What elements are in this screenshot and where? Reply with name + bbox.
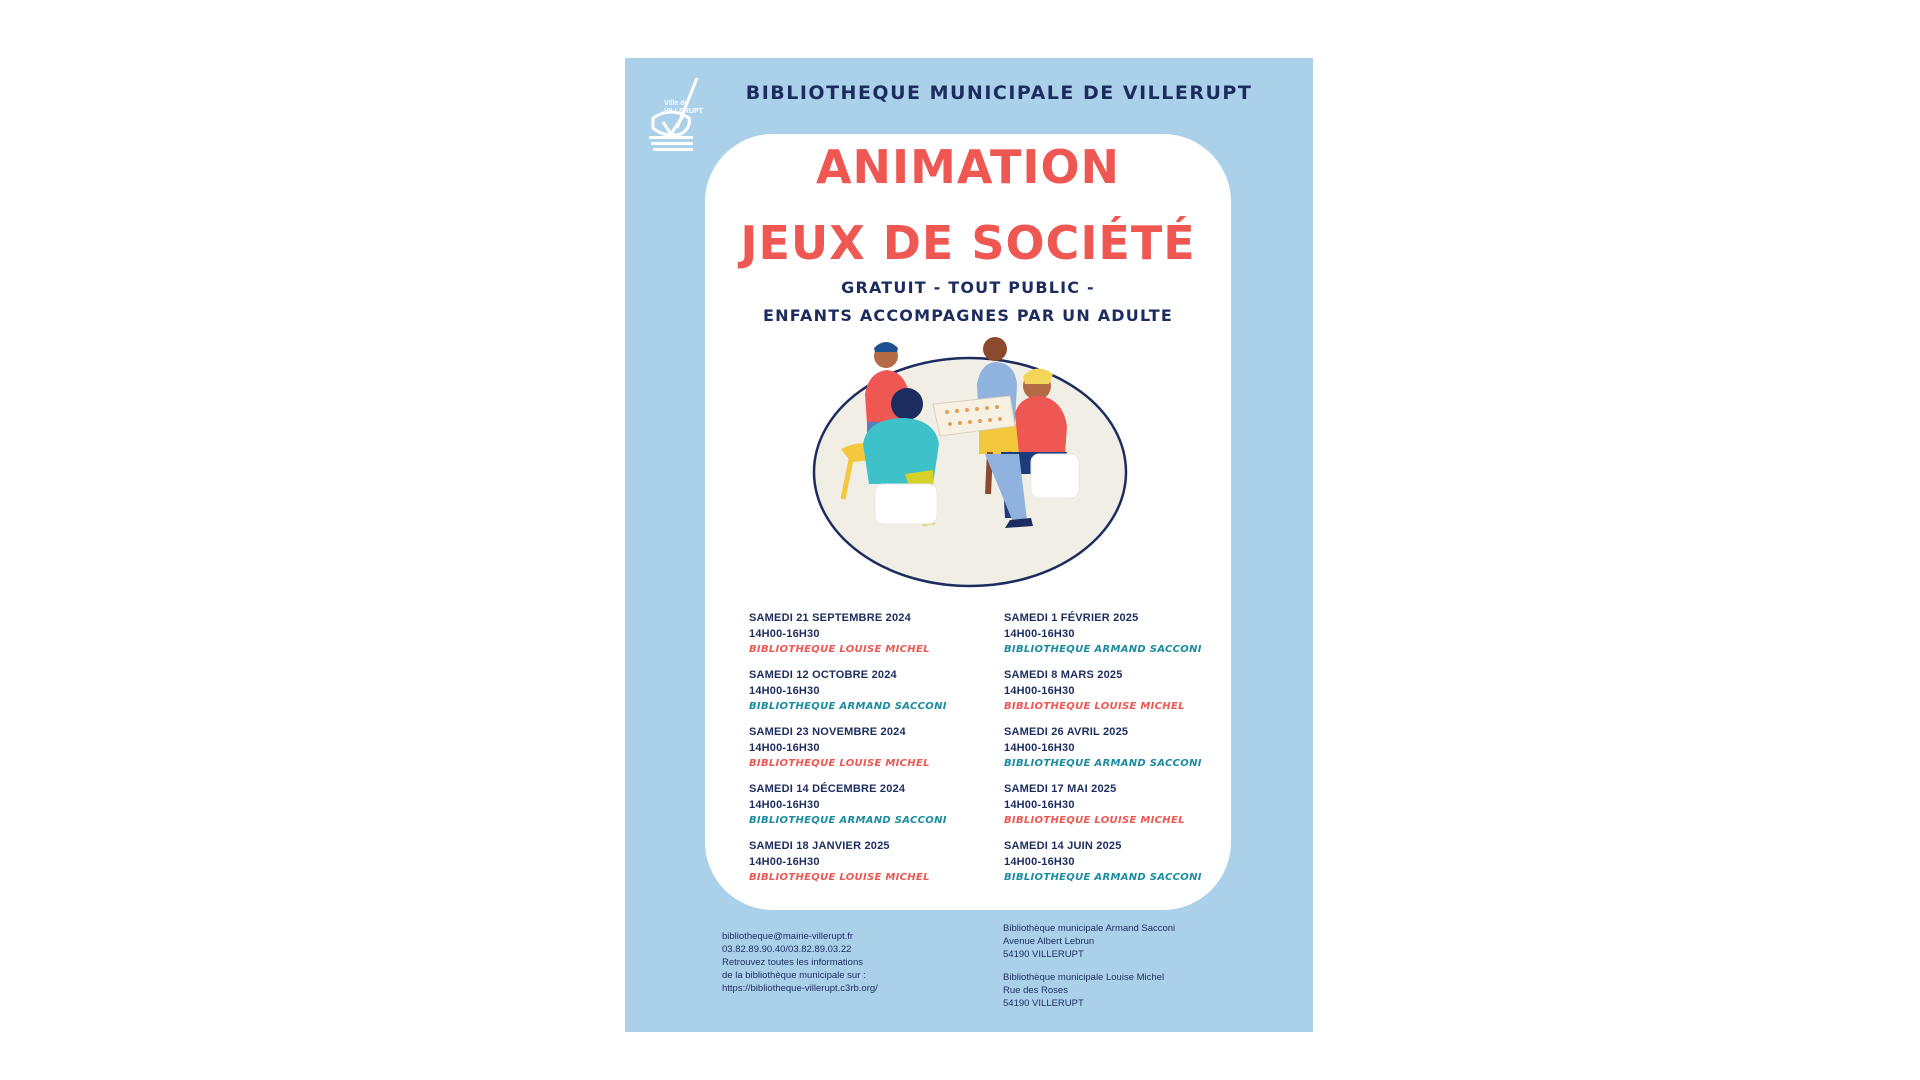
poster	[625, 58, 1313, 1032]
library2-city: 54190 VILLERUPT	[1003, 998, 1084, 1009]
contact-phones: 03.82.89.90.40/03.82.89.03.22	[722, 944, 852, 955]
session-place: BIBLIOTHEQUE ARMAND SACCONI	[749, 815, 947, 826]
sessions-column-left	[749, 610, 969, 895]
info-line1: Retrouvez toutes les informations	[722, 957, 863, 968]
session-place: BIBLIOTHEQUE LOUISE MICHEL	[1004, 815, 1185, 826]
title-animation: ANIMATION	[815, 140, 1121, 194]
seat-right	[1031, 454, 1079, 498]
content-card	[705, 134, 1231, 910]
session-place: BIBLIOTHEQUE LOUISE MICHEL	[749, 644, 930, 655]
session-time: 14H00-16H30	[749, 685, 820, 697]
subtitle-line1: GRATUIT - TOUT PUBLIC -	[841, 278, 1095, 297]
library2-name: Bibliothèque municipale Louise Michel	[1003, 972, 1165, 983]
session-date: SAMEDI 26 AVRIL 2025	[1004, 726, 1129, 738]
logo-text-line1: Ville de	[664, 100, 689, 107]
board-game-illustration	[805, 334, 1135, 594]
session-item	[749, 610, 969, 667]
logo-text-line2: VILLERUPT	[664, 108, 703, 115]
session-place: BIBLIOTHEQUE ARMAND SACCONI	[1004, 644, 1202, 655]
teal-person-head	[891, 388, 923, 420]
session-time: 14H00-16H30	[749, 628, 820, 640]
session-time: 14H00-16H30	[749, 742, 820, 754]
session-item	[1004, 667, 1224, 724]
footer-contact	[722, 930, 878, 995]
session-item	[1004, 781, 1224, 838]
session-date: SAMEDI 14 JUIN 2025	[1004, 840, 1122, 852]
session-date: SAMEDI 23 NOVEMBRE 2024	[749, 726, 906, 738]
footer-addresses	[1003, 922, 1175, 1010]
session-date: SAMEDI 18 JANVIER 2025	[749, 840, 890, 852]
session-date: SAMEDI 14 DÉCEMBRE 2024	[749, 783, 906, 795]
sessions-column-right	[1004, 610, 1224, 895]
session-date: SAMEDI 12 OCTOBRE 2024	[749, 669, 897, 681]
title-jeux-de-societe: JEUX DE SOCIÉTÉ	[740, 216, 1196, 270]
man-head	[983, 337, 1007, 361]
session-place: BIBLIOTHEQUE ARMAND SACCONI	[1004, 872, 1202, 883]
library1-street: Avenue Albert Lebrun	[1003, 936, 1095, 947]
session-date: SAMEDI 21 SEPTEMBRE 2024	[749, 612, 911, 624]
session-date: SAMEDI 1 FÉVRIER 2025	[1004, 612, 1139, 624]
session-time: 14H00-16H30	[749, 799, 820, 811]
session-place: BIBLIOTHEQUE LOUISE MICHEL	[749, 872, 930, 883]
session-time: 14H00-16H30	[1004, 856, 1075, 868]
session-place: BIBLIOTHEQUE LOUISE MICHEL	[1004, 701, 1185, 712]
session-item	[1004, 610, 1224, 667]
session-item	[749, 667, 969, 724]
session-item	[749, 838, 969, 895]
library1-name: Bibliothèque municipale Armand Sacconi	[1003, 923, 1176, 934]
session-date: SAMEDI 17 MAI 2025	[1004, 783, 1117, 795]
session-place: BIBLIOTHEQUE LOUISE MICHEL	[749, 758, 930, 769]
session-time: 14H00-16H30	[1004, 628, 1075, 640]
session-item	[749, 781, 969, 838]
session-time: 14H00-16H30	[1004, 742, 1075, 754]
website-link[interactable]: https://bibliotheque-villerupt.c3rb.org/	[722, 983, 878, 994]
session-time: 14H00-16H30	[749, 856, 820, 868]
contact-email[interactable]: bibliotheque@mairie-villerupt.fr	[722, 931, 854, 942]
session-date: SAMEDI 8 MARS 2025	[1004, 669, 1123, 681]
header-title: BIBLIOTHEQUE MUNICIPALE DE VILLERUPT	[745, 82, 1253, 104]
session-time: 14H00-16H30	[1004, 799, 1075, 811]
session-time: 14H00-16H30	[1004, 685, 1075, 697]
seat-front	[875, 484, 937, 524]
session-item	[1004, 724, 1224, 781]
session-place: BIBLIOTHEQUE ARMAND SACCONI	[749, 701, 947, 712]
info-line2: de la bibliothèque municipale sur :	[722, 970, 866, 981]
library2-street: Rue des Roses	[1003, 985, 1068, 996]
session-item	[1004, 838, 1224, 895]
library1-city: 54190 VILLERUPT	[1003, 949, 1084, 960]
session-item	[749, 724, 969, 781]
subtitle-line2: ENFANTS ACCOMPAGNES PAR UN ADULTE	[763, 306, 1173, 325]
session-place: BIBLIOTHEQUE ARMAND SACCONI	[1004, 758, 1202, 769]
